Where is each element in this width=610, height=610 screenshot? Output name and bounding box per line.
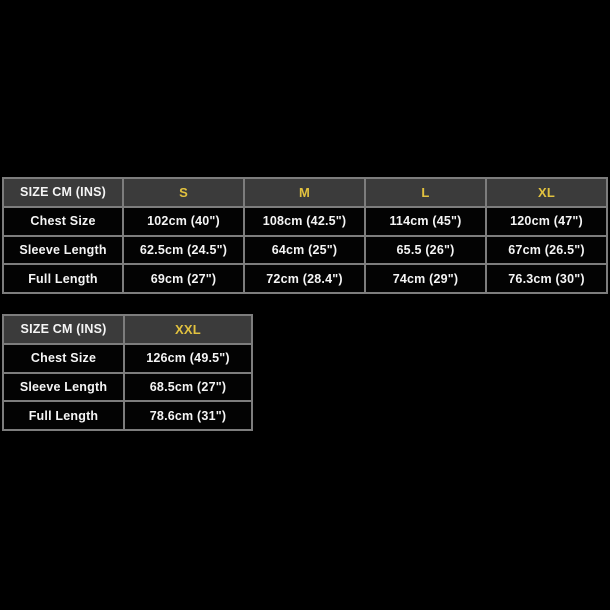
chest-size-m: 108cm (42.5")	[244, 207, 365, 236]
full-length-xl: 76.3cm (30")	[486, 264, 607, 293]
full-length-l: 74cm (29")	[365, 264, 486, 293]
table-row-sleeve-length	[3, 373, 252, 402]
full-length-xxl: 78.6cm (31")	[124, 401, 252, 430]
sleeve-length-xl: 67cm (26.5")	[486, 236, 607, 265]
size-unit-header: SIZE CM (INS)	[3, 315, 124, 344]
size-chart-table-xxl	[2, 314, 253, 431]
row-label-sleeve-length: Sleeve Length	[3, 236, 123, 265]
table-row-chest-size	[3, 207, 607, 236]
size-column-l: L	[365, 178, 486, 207]
row-label-full-length: Full Length	[3, 401, 124, 430]
sleeve-length-s: 62.5cm (24.5")	[123, 236, 244, 265]
full-length-m: 72cm (28.4")	[244, 264, 365, 293]
chest-size-s: 102cm (40")	[123, 207, 244, 236]
sleeve-length-l: 65.5 (26")	[365, 236, 486, 265]
size-chart-table-main	[2, 177, 608, 294]
table-row-chest-size	[3, 344, 252, 373]
sleeve-length-m: 64cm (25")	[244, 236, 365, 265]
size-unit-header: SIZE CM (INS)	[3, 178, 123, 207]
table-row-sleeve-length	[3, 236, 607, 265]
chest-size-xl: 120cm (47")	[486, 207, 607, 236]
size-column-xl: XL	[486, 178, 607, 207]
header-row	[3, 315, 252, 344]
sleeve-length-xxl: 68.5cm (27")	[124, 373, 252, 402]
row-label-chest-size: Chest Size	[3, 207, 123, 236]
size-column-m: M	[244, 178, 365, 207]
chest-size-xxl: 126cm (49.5")	[124, 344, 252, 373]
size-column-s: S	[123, 178, 244, 207]
chest-size-l: 114cm (45")	[365, 207, 486, 236]
row-label-chest-size: Chest Size	[3, 344, 124, 373]
size-column-xxl: XXL	[124, 315, 252, 344]
row-label-sleeve-length: Sleeve Length	[3, 373, 124, 402]
full-length-s: 69cm (27")	[123, 264, 244, 293]
table-row-full-length	[3, 264, 607, 293]
table-row-full-length	[3, 401, 252, 430]
header-row	[3, 178, 607, 207]
row-label-full-length: Full Length	[3, 264, 123, 293]
